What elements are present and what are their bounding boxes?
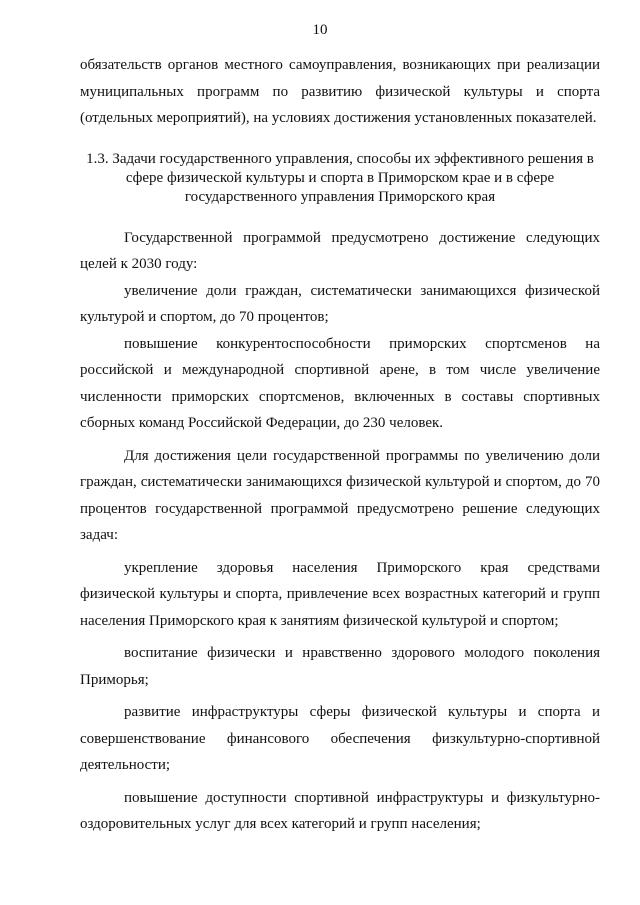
document-body <box>80 52 600 838</box>
paragraph-goals-intro: Государственной программой предусмотрено достижение следующих целей к 2030 году: <box>80 229 600 272</box>
paragraph-intro-continuation: обязательств органов местного самоуправления, возникающих при реализации муниципальных программ по развитию физической культуры и спорта (отдельных мероприятий), на условиях достижения установленных показателей. <box>80 57 600 126</box>
page-number: 10 <box>312 22 328 38</box>
paragraph-tasks-intro: Для достижения цели государственной программы по увеличению доли граждан, систематически занимающихся физической культурой и спортом, до 70 процентов государственной программой предусмотрено решение следующих задач: <box>80 447 600 543</box>
paragraph-task-2: воспитание физически и нравственно здорового молодого поколения Приморья; <box>80 645 600 688</box>
section-heading: 1.3. Задачи государственного управления, способы их эффективного решения в сфере физической культуры и спорта в Приморском крае и в сфере государственного управления Приморского края <box>86 150 594 205</box>
paragraph-task-1: укрепление здоровья населения Приморского края средствами физической культуры и спорта, привлечение всех возрастных категорий и групп населения Приморского края к занятиям физической культурой и спортом; <box>80 559 600 629</box>
paragraph-goal-2: повышение конкурентоспособности приморских спортсменов на российской и международной спортивной арене, в том числе увеличение численности приморских спортсменов, включенных в составы спортивных сборных команд Российской Федерации, до 230 человек. <box>80 335 600 431</box>
paragraph-task-4: повышение доступности спортивной инфраструктуры и физкультурно-оздоровительных услуг для всех категорий и групп населения; <box>80 789 600 832</box>
paragraph-goal-1: увеличение доли граждан, систематически занимающихся физической культурой и спортом, до 70 процентов; <box>80 282 600 325</box>
paragraph-task-3: развитие инфраструктуры сферы физической культуры и спорта и совершенствование финансового обеспечения физкультурно-спортивной деятельности; <box>80 704 600 773</box>
